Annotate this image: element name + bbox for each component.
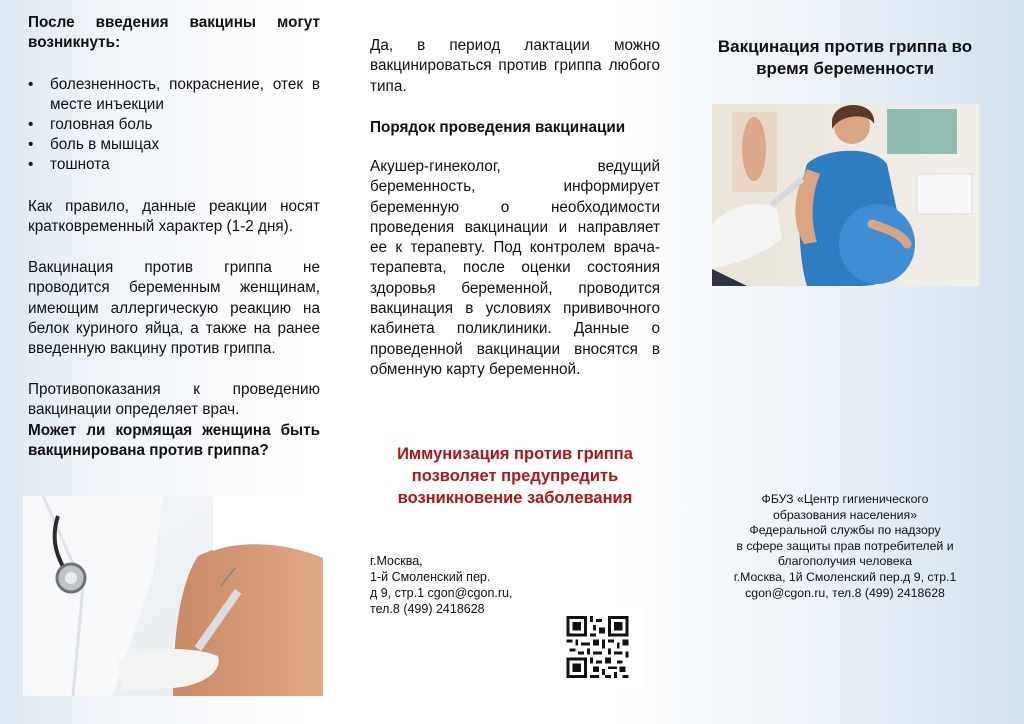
procedure-heading: Порядок проведения вакцинации (370, 119, 626, 136)
vaccination-photo (23, 496, 323, 696)
org-line: Федеральной службы по надзору (749, 523, 941, 538)
list-item: • болезненность, покраснение, отек в месте инъекции (28, 75, 320, 115)
list-item: • тошнота (28, 155, 320, 175)
list-item: • боль в мышцах (28, 135, 320, 155)
accent-message: Иммунизация против гриппа позволяет предупредить возникновение заболевания (397, 445, 633, 507)
address-line: д 9, стр.1 cgon@cgon.ru, (370, 586, 513, 600)
org-line: в сфере защиты прав потребителей и (736, 538, 954, 553)
qr-code-icon (550, 604, 645, 690)
organization-block (705, 492, 985, 601)
address-block (370, 553, 550, 617)
qr-code (550, 604, 645, 690)
reaction-duration-text: Как правило, данные реакции носят кратковременный характер (1-2 дня). (28, 198, 320, 236)
nursing-question: Может ли кормящая женщина быть вакцинирована против гриппа? (28, 422, 320, 459)
address-line: г.Москва, (370, 554, 423, 568)
org-line: ФБУЗ «Центр гигиенического (761, 492, 929, 506)
side-effects-list (28, 75, 320, 175)
pregnant-woman-photo (712, 104, 979, 286)
procedure-text: Акушер-гинеколог, ведущий беременность, информирует беременную о необходимости проведения вакцинации и направляет ее к терапевту. Под контролем врача-терапевта, после оценки состояния здоровья беременной, проводится вакцинация в условиях прививочного кабинета поликлиники. Данные о проведенной вакцинации вносятся в обменную карту беременной. (370, 158, 660, 378)
org-line: г.Москва, 1й Смоленский пер.д 9, стр.1 (733, 569, 957, 584)
lactation-answer: Да, в период лактации можно вакцинироваться против гриппа любого типа. (370, 37, 660, 95)
side-effects-heading: После введения вакцины могут возникнуть: (28, 14, 320, 51)
list-item: • головная боль (28, 115, 320, 135)
org-line: образования населения» (772, 507, 918, 522)
doctor-decision-text: Противопоказания к проведению вакцинации определяет врач. (28, 381, 320, 419)
address-line: 1-й Смоленский пер. (370, 570, 491, 584)
org-line: cgon@cgon.ru, тел.8 (499) 2418628 (745, 585, 945, 600)
address-line: тел.8 (499) 2418628 (370, 602, 485, 616)
org-line: благополучия человека (777, 554, 913, 569)
contraindication-text: Вакцинация против гриппа не проводится беременным женщинам, имеющим аллергическую реакцию на белок куриного яйца, а также на ранее введенную вакцину против гриппа. (28, 259, 320, 358)
brochure-title: Вакцинация против гриппа во время беременности (717, 37, 973, 78)
pregnant-woman-photo-image (712, 104, 979, 286)
vaccination-photo-image (23, 496, 323, 696)
